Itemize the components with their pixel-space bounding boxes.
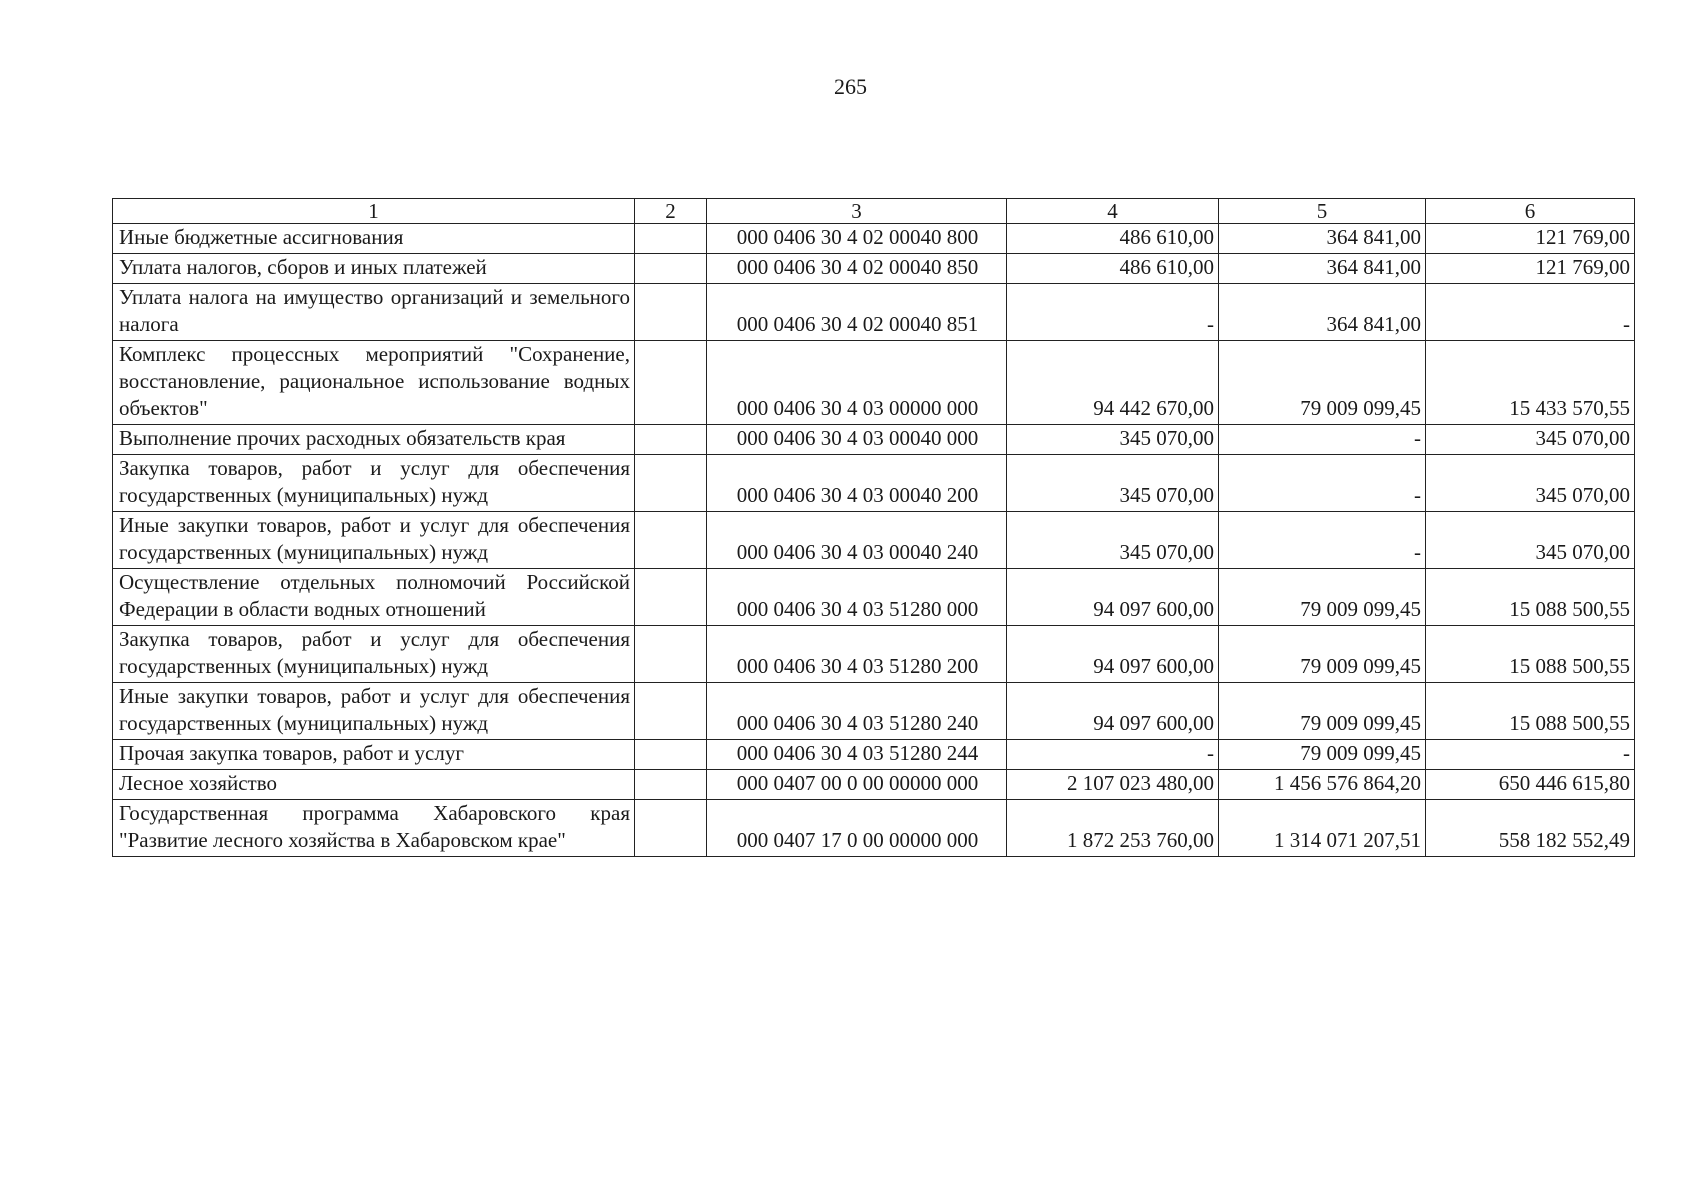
expense-name: Государственная программа Хабаровского края "Развитие лесного хозяйства в Хабаровском крае" bbox=[113, 800, 635, 857]
expense-name: Закупка товаров, работ и услуг для обеспечения государственных (муниципальных) нужд bbox=[113, 626, 635, 683]
amount-col5: 79 009 099,45 bbox=[1219, 740, 1426, 770]
table-row bbox=[113, 770, 1635, 800]
column-2-cell bbox=[635, 455, 707, 512]
amount-col4: 1 872 253 760,00 bbox=[1007, 800, 1219, 857]
budget-code: 000 0407 00 0 00 00000 000 bbox=[707, 770, 1007, 800]
column-header: 2 bbox=[635, 199, 707, 224]
amount-col6: 15 088 500,55 bbox=[1426, 569, 1635, 626]
expense-name: Иные закупки товаров, работ и услуг для обеспечения государственных (муниципальных) нужд bbox=[113, 512, 635, 569]
column-2-cell bbox=[635, 770, 707, 800]
column-2-cell bbox=[635, 224, 707, 254]
column-2-cell bbox=[635, 425, 707, 455]
expense-name: Выполнение прочих расходных обязательств края bbox=[113, 425, 635, 455]
page-number: 265 bbox=[834, 74, 867, 99]
amount-col6: 15 088 500,55 bbox=[1426, 683, 1635, 740]
amount-col5: 1 456 576 864,20 bbox=[1219, 770, 1426, 800]
expense-name: Осуществление отдельных полномочий Российской Федерации в области водных отношений bbox=[113, 569, 635, 626]
column-2-cell bbox=[635, 254, 707, 284]
amount-col5: - bbox=[1219, 512, 1426, 569]
table-row bbox=[113, 740, 1635, 770]
expense-name: Уплата налогов, сборов и иных платежей bbox=[113, 254, 635, 284]
table-row bbox=[113, 455, 1635, 512]
table-row bbox=[113, 341, 1635, 425]
amount-col6: 345 070,00 bbox=[1426, 425, 1635, 455]
amount-col6: 558 182 552,49 bbox=[1426, 800, 1635, 857]
budget-table bbox=[112, 198, 1635, 857]
amount-col4: 94 097 600,00 bbox=[1007, 569, 1219, 626]
amount-col4: 486 610,00 bbox=[1007, 254, 1219, 284]
budget-code: 000 0406 30 4 03 00000 000 bbox=[707, 341, 1007, 425]
amount-col5: 364 841,00 bbox=[1219, 284, 1426, 341]
table-row bbox=[113, 224, 1635, 254]
table-row bbox=[113, 284, 1635, 341]
expense-name: Иные бюджетные ассигнования bbox=[113, 224, 635, 254]
column-2-cell bbox=[635, 740, 707, 770]
amount-col6: 345 070,00 bbox=[1426, 455, 1635, 512]
column-2-cell bbox=[635, 341, 707, 425]
budget-code: 000 0406 30 4 03 00040 000 bbox=[707, 425, 1007, 455]
expense-name: Уплата налога на имущество организаций и земельного налога bbox=[113, 284, 635, 341]
budget-code: 000 0407 17 0 00 00000 000 bbox=[707, 800, 1007, 857]
amount-col4: 94 097 600,00 bbox=[1007, 626, 1219, 683]
amount-col4: 2 107 023 480,00 bbox=[1007, 770, 1219, 800]
amount-col4: 94 097 600,00 bbox=[1007, 683, 1219, 740]
budget-code: 000 0406 30 4 03 51280 200 bbox=[707, 626, 1007, 683]
column-header: 1 bbox=[113, 199, 635, 224]
table-row bbox=[113, 254, 1635, 284]
amount-col6: - bbox=[1426, 740, 1635, 770]
amount-col5: 364 841,00 bbox=[1219, 254, 1426, 284]
budget-code: 000 0406 30 4 03 51280 240 bbox=[707, 683, 1007, 740]
amount-col4: 345 070,00 bbox=[1007, 455, 1219, 512]
amount-col6: 121 769,00 bbox=[1426, 224, 1635, 254]
amount-col4: - bbox=[1007, 740, 1219, 770]
amount-col4: 345 070,00 bbox=[1007, 425, 1219, 455]
amount-col6: 15 433 570,55 bbox=[1426, 341, 1635, 425]
expense-name: Комплекс процессных мероприятий "Сохранение, восстановление, рациональное использование водных объектов" bbox=[113, 341, 635, 425]
expense-name: Прочая закупка товаров, работ и услуг bbox=[113, 740, 635, 770]
budget-code: 000 0406 30 4 02 00040 800 bbox=[707, 224, 1007, 254]
amount-col6: 345 070,00 bbox=[1426, 512, 1635, 569]
expense-name: Лесное хозяйство bbox=[113, 770, 635, 800]
amount-col4: 345 070,00 bbox=[1007, 512, 1219, 569]
table-row bbox=[113, 626, 1635, 683]
amount-col5: - bbox=[1219, 455, 1426, 512]
column-header: 5 bbox=[1219, 199, 1426, 224]
budget-code: 000 0406 30 4 03 00040 240 bbox=[707, 512, 1007, 569]
table-row bbox=[113, 425, 1635, 455]
amount-col5: - bbox=[1219, 425, 1426, 455]
table-row bbox=[113, 800, 1635, 857]
table-row bbox=[113, 683, 1635, 740]
amount-col4: - bbox=[1007, 284, 1219, 341]
header-row bbox=[113, 199, 1635, 224]
column-2-cell bbox=[635, 512, 707, 569]
expense-name: Закупка товаров, работ и услуг для обеспечения государственных (муниципальных) нужд bbox=[113, 455, 635, 512]
amount-col5: 79 009 099,45 bbox=[1219, 626, 1426, 683]
budget-code: 000 0406 30 4 03 51280 000 bbox=[707, 569, 1007, 626]
amount-col5: 79 009 099,45 bbox=[1219, 569, 1426, 626]
budget-code: 000 0406 30 4 03 51280 244 bbox=[707, 740, 1007, 770]
budget-code: 000 0406 30 4 03 00040 200 bbox=[707, 455, 1007, 512]
amount-col5: 79 009 099,45 bbox=[1219, 341, 1426, 425]
budget-code: 000 0406 30 4 02 00040 850 bbox=[707, 254, 1007, 284]
column-2-cell bbox=[635, 284, 707, 341]
amount-col5: 364 841,00 bbox=[1219, 224, 1426, 254]
table-row bbox=[113, 569, 1635, 626]
column-2-cell bbox=[635, 626, 707, 683]
amount-col6: 650 446 615,80 bbox=[1426, 770, 1635, 800]
expense-name: Иные закупки товаров, работ и услуг для обеспечения государственных (муниципальных) нужд bbox=[113, 683, 635, 740]
column-header: 4 bbox=[1007, 199, 1219, 224]
amount-col6: 121 769,00 bbox=[1426, 254, 1635, 284]
amount-col4: 486 610,00 bbox=[1007, 224, 1219, 254]
amount-col6: - bbox=[1426, 284, 1635, 341]
column-header: 6 bbox=[1426, 199, 1635, 224]
column-2-cell bbox=[635, 569, 707, 626]
amount-col5: 1 314 071 207,51 bbox=[1219, 800, 1426, 857]
amount-col4: 94 442 670,00 bbox=[1007, 341, 1219, 425]
column-2-cell bbox=[635, 800, 707, 857]
amount-col6: 15 088 500,55 bbox=[1426, 626, 1635, 683]
budget-code: 000 0406 30 4 02 00040 851 bbox=[707, 284, 1007, 341]
table-row bbox=[113, 512, 1635, 569]
amount-col5: 79 009 099,45 bbox=[1219, 683, 1426, 740]
column-header: 3 bbox=[707, 199, 1007, 224]
column-2-cell bbox=[635, 683, 707, 740]
